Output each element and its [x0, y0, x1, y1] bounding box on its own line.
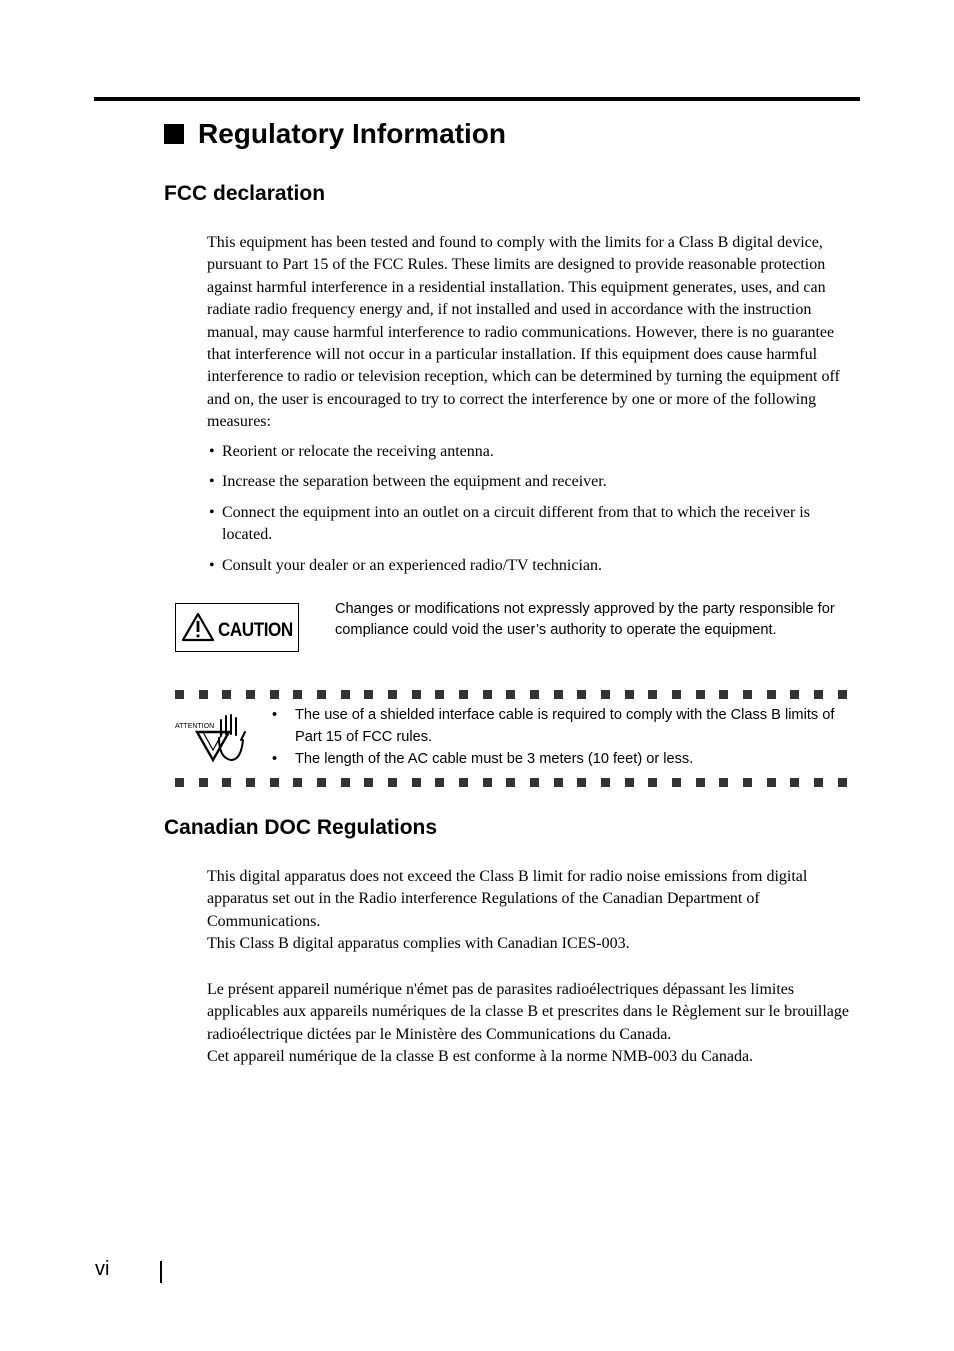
canada-english-text: This digital apparatus does not exceed the Class B limit for radio noise emissions from digital apparatus set out in the Radio interference Regulations of the Canadian Department of Communications. [207, 868, 808, 930]
caution-label: CAUTION [218, 620, 293, 641]
divider-square [648, 690, 657, 699]
divider-square [577, 690, 586, 699]
divider-square [577, 778, 586, 787]
divider-square [838, 778, 847, 787]
canada-heading: Canadian DOC Regulations [164, 816, 438, 839]
divider-square [459, 778, 468, 787]
divider-square [767, 690, 776, 699]
attention-label: ATTENTION [175, 723, 215, 730]
divider-square [743, 690, 752, 699]
divider-square [814, 690, 823, 699]
divider-square [435, 690, 444, 699]
divider-square [554, 778, 563, 787]
divider-square [625, 690, 634, 699]
divider-square [838, 690, 847, 699]
divider-square [412, 778, 421, 787]
list-item [271, 704, 851, 748]
divider-square [293, 778, 302, 787]
attention-item-text: The length of the AC cable must be 3 meters (10 feet) or less. [295, 751, 694, 767]
divider-square [388, 690, 397, 699]
divider-square [483, 690, 492, 699]
bullet-icon: • [209, 556, 215, 574]
divider-square [341, 778, 350, 787]
measure-text: Increase the separation between the equipment and receiver. [222, 473, 607, 491]
divider-square [270, 690, 279, 699]
footer-divider [160, 1261, 162, 1283]
divider-square [743, 778, 752, 787]
bullet-icon: • [272, 751, 278, 767]
divider-square [530, 778, 539, 787]
attention-bottom-divider [175, 778, 847, 787]
bullet-icon: • [209, 473, 215, 491]
attention-list [271, 704, 851, 770]
divider-square [222, 690, 231, 699]
header-rule [94, 97, 860, 101]
divider-square [246, 690, 255, 699]
bullet-icon: • [209, 503, 215, 521]
divider-square [814, 778, 823, 787]
divider-square [719, 778, 728, 787]
divider-square [199, 778, 208, 787]
fcc-heading: FCC declaration [164, 182, 326, 205]
page-title-text: Regulatory Information [198, 118, 507, 149]
divider-square [696, 690, 705, 699]
divider-square [483, 778, 492, 787]
divider-square [648, 778, 657, 787]
canada-english-paragraph [207, 866, 859, 956]
caution-text: Changes or modifications not expressly approved by the party responsible for compliance could void the user’s authority to operate the equipment. [335, 601, 835, 638]
divider-square [317, 690, 326, 699]
divider-square [270, 778, 279, 787]
fcc-paragraph [207, 232, 859, 434]
divider-square [696, 778, 705, 787]
attention-item-text: The use of a shielded interface cable is required to comply with the Class B limits of Part 15 of FCC rules. [295, 707, 835, 745]
divider-square [175, 690, 184, 699]
divider-square [412, 690, 421, 699]
fcc-measures-list [207, 441, 859, 585]
divider-square [767, 778, 776, 787]
list-item [271, 748, 851, 770]
divider-square [506, 778, 515, 787]
divider-square [459, 690, 468, 699]
canada-french-text: Le présent appareil numérique n'émet pas de parasites radioélectriques dépassant les limites applicables aux appareils numériques de la classe B et prescrites dans le Règlement sur le brouillage radioélectrique dictées par le Ministère des Communications du Canada. [207, 981, 849, 1043]
divider-square [246, 778, 255, 787]
divider-square [790, 778, 799, 787]
list-item [207, 471, 859, 493]
divider-square [341, 690, 350, 699]
divider-square [506, 690, 515, 699]
fcc-paragraph-text: This equipment has been tested and found to comply with the limits for a Class B digital device, pursuant to Part 15 of the FCC Rules. These limits are designed to provide reasonable protection against harmful interference in a residential installation. This equipment generates, uses, and can radiate radio frequency energy and, if not installed and used in accordance with the instruction manual, may cause harmful interference to radio communications. However, there is no guarantee that interference will not occur in a particular installation. If this equipment does cause harmful interference to radio or television reception, which can be determined by turning the equipment off and on, the user is encouraged to try to correct the interference by one or more of the following measures: [207, 234, 840, 431]
attention-top-divider [175, 690, 847, 699]
divider-square [530, 690, 539, 699]
page-title [164, 116, 506, 152]
bullet-icon: • [272, 707, 278, 723]
divider-square [790, 690, 799, 699]
divider-square [554, 690, 563, 699]
bullet-icon: • [209, 443, 215, 460]
divider-square [625, 778, 634, 787]
attention-hand-icon [175, 710, 255, 771]
divider-square [601, 690, 610, 699]
list-item [207, 555, 859, 577]
divider-square [672, 778, 681, 787]
canada-english-text: This Class B digital apparatus complies with Canadian ICES-003. [207, 935, 630, 953]
divider-square [175, 778, 184, 787]
divider-square [364, 690, 373, 699]
divider-square [364, 778, 373, 787]
list-item [207, 441, 859, 463]
divider-square [601, 778, 610, 787]
measure-text: Consult your dealer or an experienced radio/TV technician. [222, 556, 603, 574]
list-item [207, 502, 859, 547]
divider-square [435, 778, 444, 787]
measure-text: Connect the equipment into an outlet on a circuit different from that to which the receiver is located. [222, 503, 810, 544]
divider-square [222, 778, 231, 787]
canada-french-text: Cet appareil numérique de la classe B est conforme à la norme NMB-003 du Canada. [207, 1048, 754, 1066]
divider-square [388, 778, 397, 787]
divider-square [199, 690, 208, 699]
measure-text: Reorient or relocate the receiving antenna. [222, 443, 494, 460]
page-number: vi [95, 1258, 110, 1280]
divider-square [317, 778, 326, 787]
caution-badge [175, 603, 299, 652]
square-bullet-icon [164, 124, 184, 144]
warning-triangle-icon [181, 612, 215, 642]
divider-square [672, 690, 681, 699]
divider-square [719, 690, 728, 699]
canada-french-paragraph [207, 979, 859, 1069]
divider-square [293, 690, 302, 699]
